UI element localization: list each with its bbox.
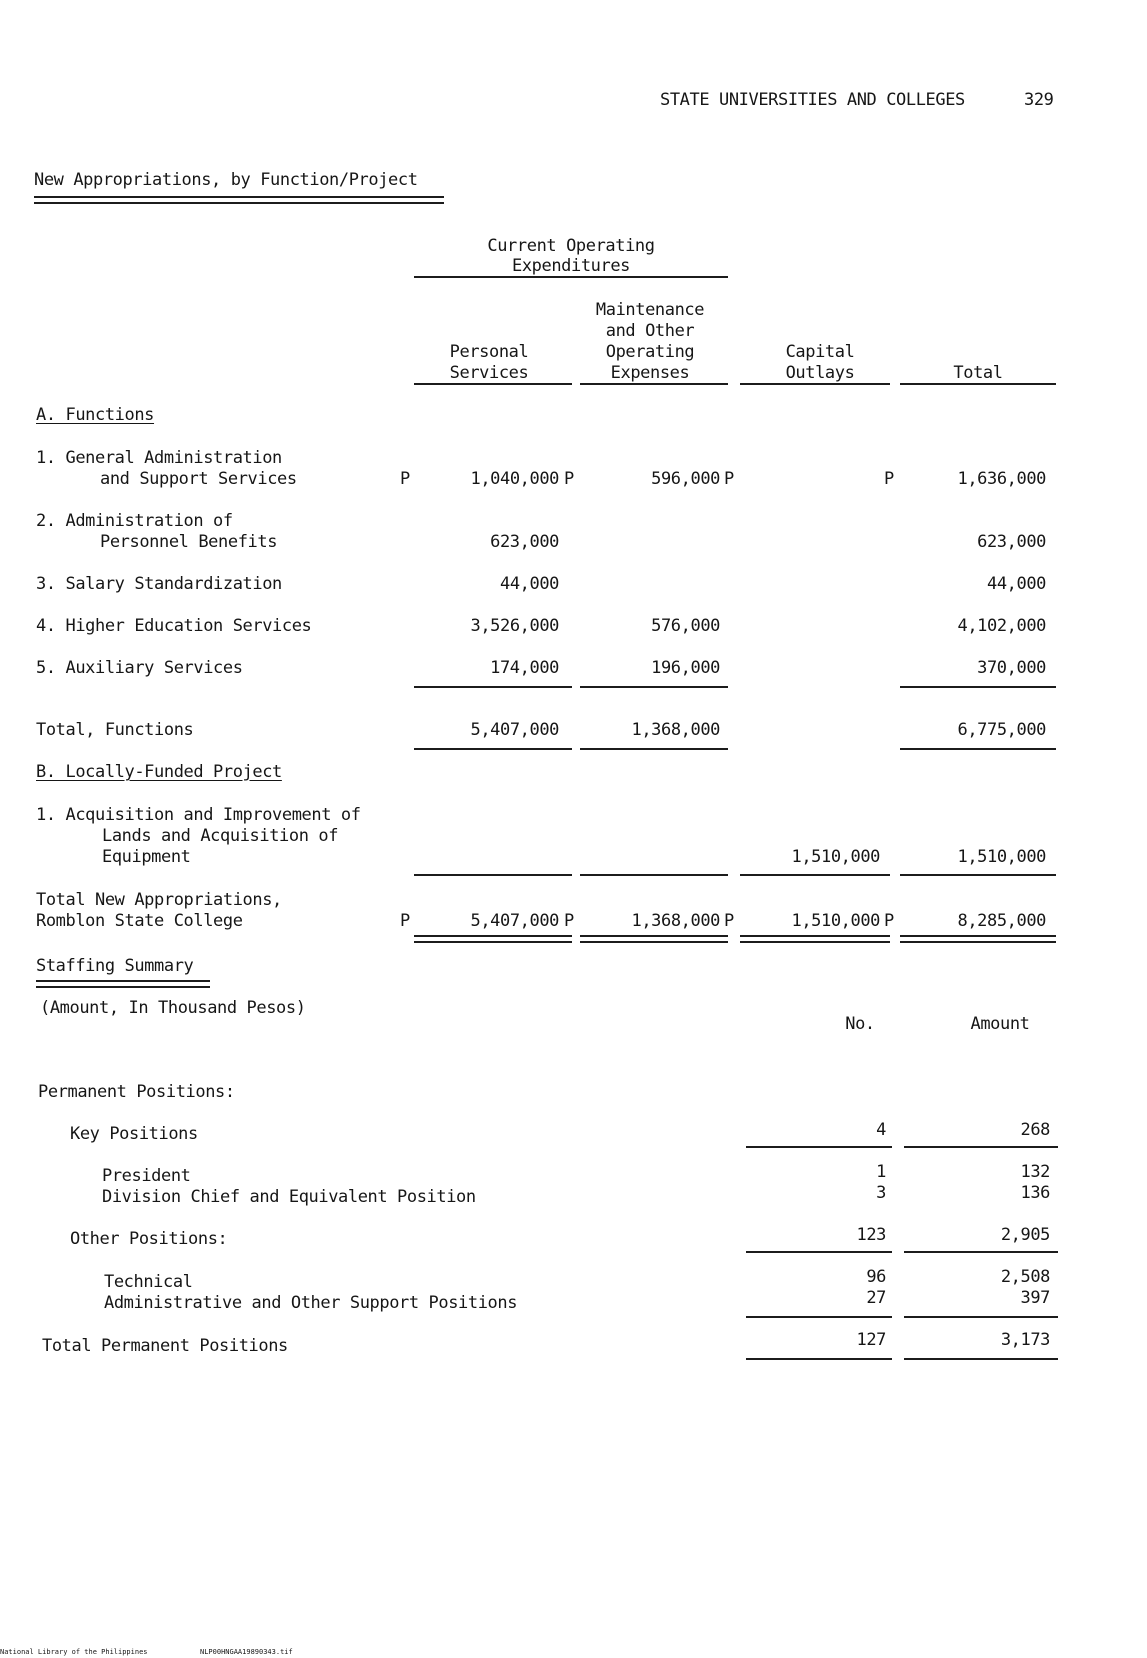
total-rule <box>414 748 572 750</box>
total-value: 1,636,000 <box>957 469 1046 489</box>
staff-position-label: President <box>102 1166 191 1186</box>
peso-sign: P <box>400 911 410 931</box>
grand-total-double-rule <box>580 935 728 943</box>
grand-total-double-rule <box>900 935 1056 943</box>
total-value: 4,102,000 <box>957 616 1046 636</box>
co-header-rule <box>740 383 890 385</box>
staff-rule <box>746 1251 892 1253</box>
permanent-positions-label: Permanent Positions: <box>38 1082 235 1102</box>
mooe-value: 576,000 <box>651 616 720 636</box>
peso-sign: P <box>564 469 574 489</box>
staff-total-rule <box>904 1358 1058 1360</box>
staff-no: 96 <box>866 1267 886 1287</box>
total-value: 8,285,000 <box>957 911 1046 931</box>
grand-total-label: Romblon State College <box>36 911 243 931</box>
staff-no: 4 <box>876 1120 886 1140</box>
functions-heading: A. Functions <box>36 405 155 425</box>
key-positions-label: Key Positions <box>70 1124 198 1144</box>
staff-rule <box>904 1251 1058 1253</box>
mooe-header-line1: Maintenance <box>595 300 705 320</box>
title-double-rule <box>34 196 444 204</box>
project-label: Equipment <box>102 847 191 867</box>
function-label: 5. Auxiliary Services <box>36 658 243 678</box>
peso-sign: P <box>884 911 894 931</box>
staff-total-label: Total Permanent Positions <box>42 1336 288 1356</box>
page-number: 329 <box>1024 90 1054 110</box>
staff-amount: 136 <box>1020 1183 1050 1203</box>
project-rule <box>414 874 572 876</box>
staff-position-label: Administrative and Other Support Positions <box>104 1293 518 1313</box>
ps-value: 44,000 <box>499 574 559 594</box>
mooe-value: 1,368,000 <box>631 911 720 931</box>
staff-no: 123 <box>856 1225 886 1245</box>
grand-total-double-rule <box>740 935 890 943</box>
ps-value: 5,407,000 <box>470 720 559 740</box>
function-label: and Support Services <box>100 469 297 489</box>
ps-value: 1,040,000 <box>470 469 559 489</box>
staff-rule <box>746 1316 892 1318</box>
section-title: New Appropriations, by Function/Project <box>34 170 418 190</box>
mooe-value: 1,368,000 <box>631 720 720 740</box>
peso-sign: P <box>884 469 894 489</box>
col-no-header: No. <box>845 1014 875 1034</box>
subtotal-rule <box>900 686 1056 688</box>
staff-amount: 397 <box>1020 1288 1050 1308</box>
project-rule <box>580 874 728 876</box>
grand-total-double-rule <box>414 935 572 943</box>
project-rule <box>900 874 1056 876</box>
total-header-rule <box>900 383 1056 385</box>
staff-amount: 2,508 <box>1000 1267 1050 1287</box>
peso-sign: P <box>724 469 734 489</box>
ps-header-line2: Services <box>449 363 529 383</box>
mooe-value: 596,000 <box>651 469 720 489</box>
staff-amount: 3,173 <box>1000 1330 1050 1350</box>
mooe-header-line3: Operating <box>605 342 695 362</box>
total-value: 1,510,000 <box>957 847 1046 867</box>
staff-position-label: Technical <box>104 1272 193 1292</box>
staffing-subtitle: (Amount, In Thousand Pesos) <box>40 998 306 1018</box>
total-rule <box>580 748 728 750</box>
other-positions-label: Other Positions: <box>70 1229 228 1249</box>
co-value: 1,510,000 <box>791 847 880 867</box>
staff-amount: 268 <box>1020 1120 1050 1140</box>
ps-value: 5,407,000 <box>470 911 559 931</box>
running-head: STATE UNIVERSITIES AND COLLEGES <box>660 90 965 110</box>
total-value: 623,000 <box>977 532 1046 552</box>
footer-library: National Library of the Philippines <box>0 1648 148 1656</box>
staff-total-rule <box>746 1358 892 1360</box>
project-rule <box>740 874 890 876</box>
co-value: 1,510,000 <box>791 911 880 931</box>
total-rule <box>900 748 1056 750</box>
project-label: Lands and Acquisition of <box>102 826 339 846</box>
ps-header-rule <box>414 383 572 385</box>
project-label: 1. Acquisition and Improvement of <box>36 805 361 825</box>
staff-position-label: Division Chief and Equivalent Position <box>102 1187 476 1207</box>
ps-value: 3,526,000 <box>470 616 559 636</box>
function-label: 4. Higher Education Services <box>36 616 312 636</box>
co-header-line1: Capital <box>785 342 855 362</box>
staff-rule <box>746 1146 892 1148</box>
peso-sign: P <box>400 469 410 489</box>
function-label: Personnel Benefits <box>100 532 278 552</box>
subtotal-rule <box>580 686 728 688</box>
total-header: Total <box>953 363 1003 383</box>
col-amount-header: Amount <box>970 1014 1030 1034</box>
mooe-header-rule <box>580 383 728 385</box>
function-label: 3. Salary Standardization <box>36 574 282 594</box>
ps-value: 623,000 <box>490 532 559 552</box>
peso-sign: P <box>564 911 574 931</box>
functions-total-label: Total, Functions <box>36 720 194 740</box>
project-heading: B. Locally-Funded Project <box>36 762 282 782</box>
staff-rule <box>904 1146 1058 1148</box>
staffing-title-double-rule <box>36 980 210 988</box>
ps-value: 174,000 <box>490 658 559 678</box>
staff-no: 3 <box>876 1183 886 1203</box>
grand-total-label: Total New Appropriations, <box>36 890 282 910</box>
total-value: 44,000 <box>986 574 1046 594</box>
staff-no: 1 <box>876 1162 886 1182</box>
group-label-line1: Current Operating <box>487 236 655 256</box>
staff-rule <box>904 1316 1058 1318</box>
total-value: 6,775,000 <box>957 720 1046 740</box>
function-label: 1. General Administration <box>36 448 282 468</box>
staff-no: 27 <box>866 1288 886 1308</box>
subtotal-rule <box>414 686 572 688</box>
mooe-header-line4: Expenses <box>610 363 690 383</box>
staff-amount: 132 <box>1020 1162 1050 1182</box>
mooe-value: 196,000 <box>651 658 720 678</box>
group-label-line2: Expenditures <box>511 256 631 276</box>
ps-header-line1: Personal <box>449 342 529 362</box>
co-header-line2: Outlays <box>785 363 855 383</box>
peso-sign: P <box>724 911 734 931</box>
staff-no: 127 <box>856 1330 886 1350</box>
group-header-rule <box>414 276 728 278</box>
function-label: 2. Administration of <box>36 511 233 531</box>
staffing-title: Staffing Summary <box>36 956 194 976</box>
total-value: 370,000 <box>977 658 1046 678</box>
staff-amount: 2,905 <box>1000 1225 1050 1245</box>
footer-file: NLP00HNGAA19890343.tif <box>200 1648 293 1656</box>
mooe-header-line2: and Other <box>605 321 695 341</box>
